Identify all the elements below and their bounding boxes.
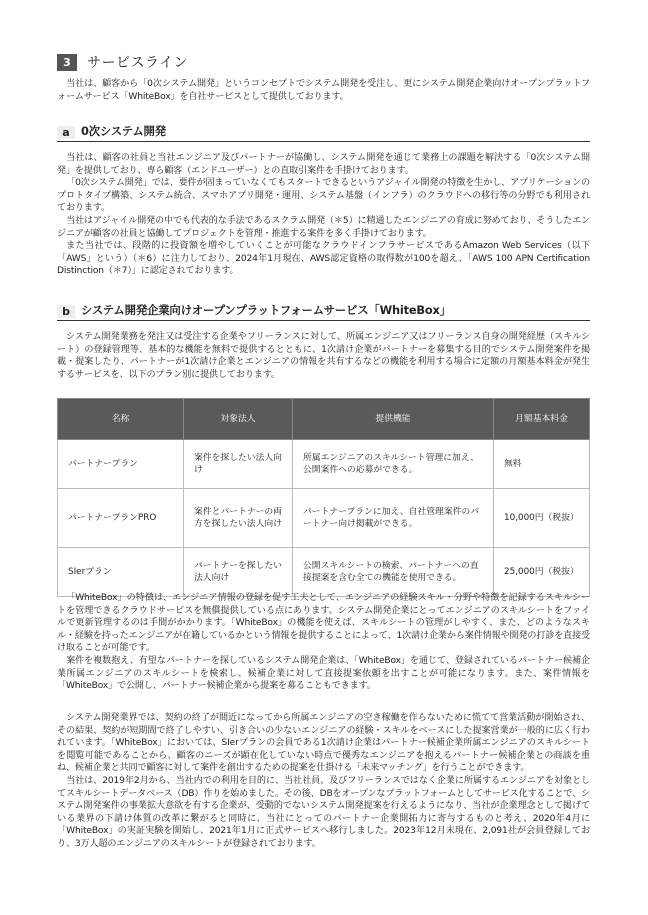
subsection-b-body [57,331,590,381]
header-price: 月額基本料金 [494,399,590,440]
header-target: 対象法人 [184,399,293,440]
plan-target: 案件とパートナーの両方を探したい法人向け [184,489,293,548]
header-features: 提供機能 [293,399,494,440]
paragraph: システム開発業界では、契約の終了が間近になってから所属エンジニアの空き稼働を作らないために慌てて営業活動が開始され、その結果、契約が短期間で終了しやすい、引き合いの少ないエンジニアの経験・スキルをベースにした提案営業が一般的に広く行われています。「WhiteBox」においては、SIerプランの会員である1次請け企業はパートナー候補企業所属エンジニアのスキルシートを閲覧可能であることから、顧客のニーズが顕在化していない時点で優秀なエンジニアを抱えるパートナー候補企業との商談を重ね、候補企業と共同で顧客に対して案件を創出するための提案を仕掛ける「未来マッチング」を行うことができます。 [57,713,590,774]
subsection-a-body [57,152,590,278]
plan-name: パートナープランPRO [58,489,184,548]
subsection-b-letter: b [57,305,75,318]
subsection-b-header [57,301,590,321]
plan-price: 25,000円（税抜） [494,548,590,597]
plan-name: SIerプラン [58,548,184,597]
closing-body [57,712,590,851]
paragraph: システム開発業務を発注又は受注する企業やフリーランスに対して、所属エンジニア又はフリーランス自身の開発経歴（スキルシート）の登録管理等、基本的な機能を無料で提供するとともに、1次請け企業がパートナーを募集する目的でシステム開発案件を掲載・提案したり、パートナーが1次請け企業とエンジニアの情報を共有するなどの機能を利用する場合に定額の月額基本料金が発生するサービスを、以下のプラン別に提供しております。 [57,332,590,380]
subsection-a-header [57,122,590,142]
intro-text: 当社は、顧客から「0次システム開発」というコンセプトでシステム開発を受注し、更にシステム開発企業向けオープンプラットフォームサービス「WhiteBox」を自社サービスとして提供しております。 [57,79,590,102]
paragraph: 当社は、2019年2月から、当社内での利用を目的に、当社社員、及びフリーランスではなく企業に所属するエンジニアを対象としてスキルシートデータベース（DB）作りを始めました。その後、DBをオープンなプラットフォームとしてサービス化することで、システム開発案件の事業拡大意欲を有する企業が、受動的でないシステム開発提案を行えるようになり、当社が企業理念として掲げている業界の下請け体質の改革に繋がると同時に、当社にとってのパートナー企業開拓力に寄与するものと考え、2020年4月に「WhiteBox」の実証実験を開始し、2021年1月に正式サービスへ移行しました。2023年12月末現在、2,091社が会員登録しており、3万人超のエンジニアのスキルシートが登録されております。 [57,775,590,849]
plan-name: パートナープラン [58,440,184,489]
subsection-a-letter: a [57,126,75,139]
plans-table [57,398,590,597]
paragraph: 当社はアジャイル開発の中でも代表的な手法であるスクラム開発（＊5）に精通したエンジニアの育成に努めており、そうしたエンジニアが顧客の社員と協働してプロジェクトを管理・推進する案件を多く手掛けております。 [57,215,590,239]
header-name: 名称 [58,399,184,440]
table-row [58,440,590,489]
paragraph: 「0次システム開発」では、要件が固まっていなくてもスタートできるというアジャイル開発の特徴を生かし、アプリケーションのプロトタイプ構築、システム統合、スマホアプリ開発・運用、システム基盤（インフラ）のクラウドへの移行等の分野でも利用されております。 [57,178,590,214]
after-table-body [57,592,590,693]
subsection-a-title: 0次システム開発 [81,124,166,138]
plan-features: 所属エンジニアのスキルシート管理に加え、公開案件への応募ができる。 [293,440,494,489]
section-intro [57,78,590,103]
paragraph: 案件を複数抱え、有望なパートナーを探しているシステム開発企業は、「WhiteBox」を通じて、登録されているパートナー候補企業所属エンジニアのスキルシートを検索し、候補企業に対して直接提案依頼を出すことが可能になります。また、案件情報を「WhiteBox」で公開し、パートナー候補企業から提案を募ることもできます。 [57,655,590,692]
section-number: 3 [57,54,77,71]
paragraph: また当社では、段階的に投資額を増やしていくことが可能なクラウドインフラサービスであるAmazon Web Services（以下「AWS」という）（＊6）に注力しており、2024年1月現在、AWS認定資格の取得数が100を超え、「AWS 100 APN Certification Distinction（＊7）」に認定されております。 [57,241,590,277]
table-row [58,489,590,548]
section-header [57,52,188,72]
table-header-row [58,399,590,440]
plan-features: パートナープランに加え、自社管理案件のパートナー向け掲載ができる。 [293,489,494,548]
plan-price: 10,000円（税抜） [494,489,590,548]
table-row [58,548,590,597]
plan-features: 公開スキルシートの検索、パートナーへの直接提案を含む全ての機能を使用できる。 [293,548,494,597]
paragraph: 当社は、顧客の社員と当社エンジニア及びパートナーが協働し、システム開発を通じて業務上の課題を解決する「0次システム開発」を提供しており、専ら顧客（エンドユーザー）との直取引案件を手掛けております。 [57,153,590,176]
plan-price: 無料 [494,440,590,489]
plan-target: 案件を探したい法人向け [184,440,293,489]
plan-target: パートナーを探したい法人向け [184,548,293,597]
paragraph: 「WhiteBox」の特徴は、エンジニア情報の登録を促す工夫として、エンジニアの経験スキル・分野や特徴を記録するスキルシートを管理できるクラウドサービスを無償提供している点にあります。システム開発企業にとってエンジニアのスキルシートをファイルで更新管理するのは手間がかかります。「WhiteBox」の機能を使えば、スキルシートの管理がしやすく、また、どのようなスキル・経験を持ったエンジニアが在籍しているかという情報を提供することによって、1次請け企業から案件情報や開発の打診を直接受け取ることが可能です。 [57,593,590,654]
section-title: サービスライン [87,55,189,71]
subsection-b-title: システム開発企業向けオープンプラットフォームサービス「WhiteBox」 [81,303,451,317]
